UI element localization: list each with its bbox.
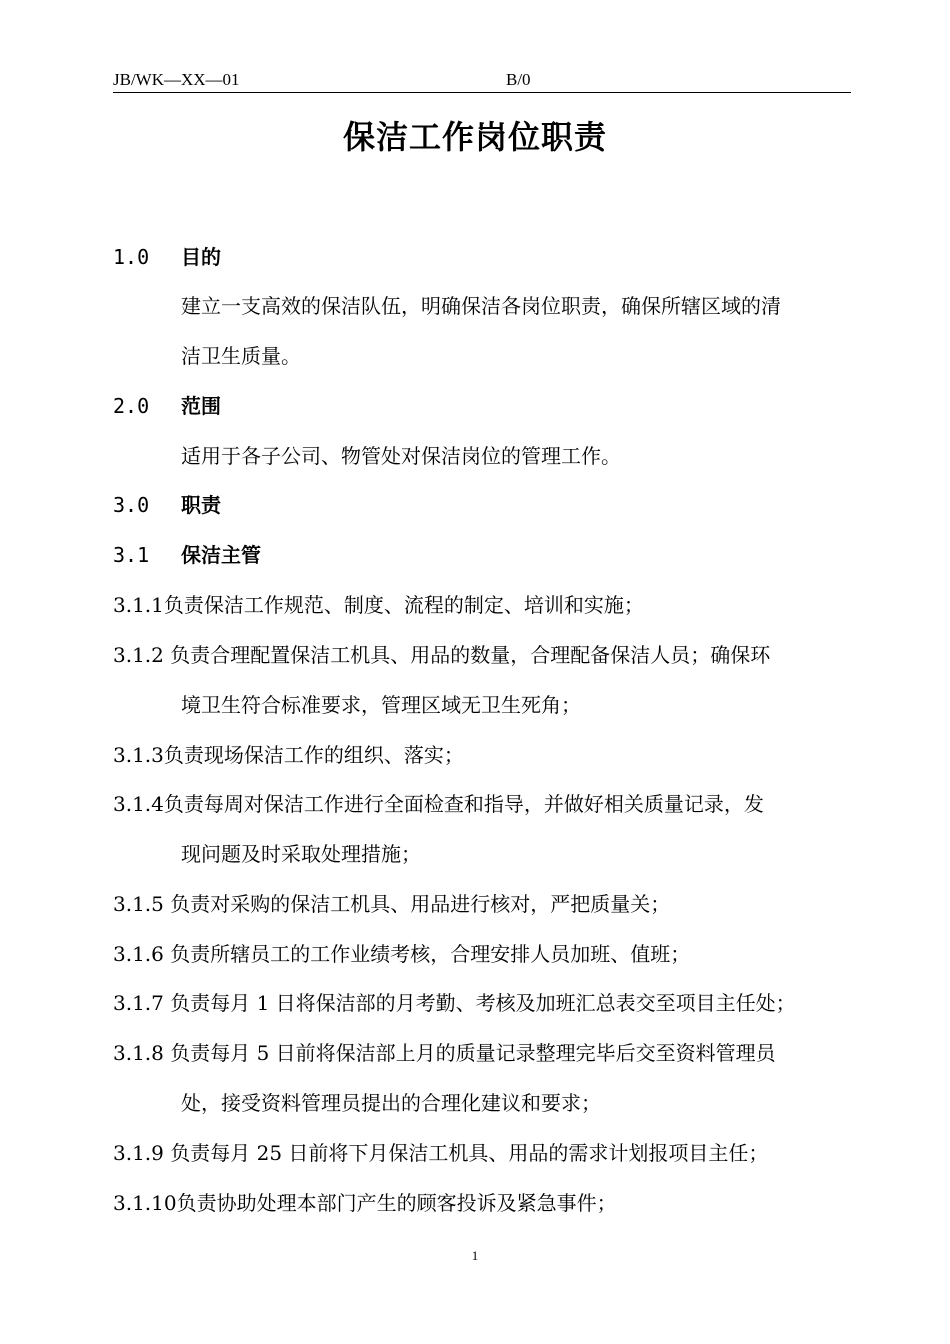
revision-label: B/0 xyxy=(506,70,531,89)
item-number: 3.1.10 xyxy=(113,1191,177,1215)
item-text: 负责所辖员工的工作业绩考核，合理安排人员加班、值班； xyxy=(163,942,691,966)
paragraph-line: 建立一支高效的保洁队伍，明确保洁各岗位职责，确保所辖区域的清 xyxy=(181,294,781,318)
paragraph-line: 适用于各子公司、物管处对保洁岗位的管理工作。 xyxy=(181,444,621,468)
item-number: 3.1.4 xyxy=(113,792,164,816)
item-number: 3.1.6 xyxy=(113,942,164,966)
item-text: 负责合理配置保洁工机具、用品的数量，合理配备保洁人员；确保环 xyxy=(163,643,771,667)
section-heading-scope xyxy=(113,392,221,420)
section-number: 1.0 xyxy=(113,245,150,269)
item-number: 3.1.7 xyxy=(113,991,164,1015)
list-item xyxy=(113,989,796,1017)
list-item xyxy=(113,790,764,818)
item-number: 3.1.8 xyxy=(113,1041,164,1065)
item-number: 3.1.3 xyxy=(113,743,164,767)
item-continuation: 境卫生符合标准要求，管理区域无卫生死角； xyxy=(181,693,581,717)
item-text: 负责对采购的保洁工机具、用品进行核对，严把质量关； xyxy=(163,892,671,916)
item-text: 负责协助处理本部门产生的顾客投诉及紧急事件； xyxy=(176,1191,617,1215)
list-item xyxy=(113,591,644,619)
list-item xyxy=(113,1039,776,1067)
item-text: 负责每周对保洁工作进行全面检查和指导，并做好相关质量记录，发 xyxy=(163,792,764,816)
list-item xyxy=(113,1189,617,1217)
section-label: 职责 xyxy=(181,493,221,517)
item-text: 负责保洁工作规范、制度、流程的制定、培训和实施； xyxy=(163,593,644,617)
list-item xyxy=(113,741,464,769)
section-heading-purpose xyxy=(113,243,221,271)
item-number: 3.1.9 xyxy=(113,1141,164,1165)
item-text: 负责现场保洁工作的组织、落实； xyxy=(163,743,464,767)
section-number: 2.0 xyxy=(113,394,150,418)
item-text: 负责每月 1 日将保洁部的月考勤、考核及加班汇总表交至项目主任处； xyxy=(163,991,796,1015)
list-item xyxy=(113,641,770,669)
list-item xyxy=(113,1139,768,1167)
page-header xyxy=(113,68,851,93)
section-number: 3.1 xyxy=(113,543,150,567)
page-number: 1 xyxy=(471,1248,479,1263)
paragraph-line: 洁卫生质量。 xyxy=(181,344,301,368)
section-label: 范围 xyxy=(181,394,221,418)
section-label: 保洁主管 xyxy=(181,543,261,567)
list-item xyxy=(113,940,690,968)
item-text: 负责每月 25 日前将下月保洁工机具、用品的需求计划报项目主任； xyxy=(163,1141,769,1165)
section-label: 目的 xyxy=(181,245,221,269)
section-heading-supervisor xyxy=(113,541,261,569)
item-number: 3.1.5 xyxy=(113,892,164,916)
item-continuation: 处，接受资料管理员提出的合理化建议和要求； xyxy=(181,1091,601,1115)
section-heading-duties xyxy=(113,491,221,519)
item-text: 负责每月 5 日前将保洁部上月的质量记录整理完毕后交至资料管理员 xyxy=(163,1041,776,1065)
document-title: 保洁工作岗位职责 xyxy=(342,118,607,156)
section-number: 3.0 xyxy=(113,493,150,517)
item-continuation: 现问题及时采取处理措施； xyxy=(181,842,421,866)
item-number: 3.1.2 xyxy=(113,643,164,667)
document-code: JB/WK—XX—01 xyxy=(113,70,240,89)
list-item xyxy=(113,890,670,918)
item-number: 3.1.1 xyxy=(113,593,164,617)
